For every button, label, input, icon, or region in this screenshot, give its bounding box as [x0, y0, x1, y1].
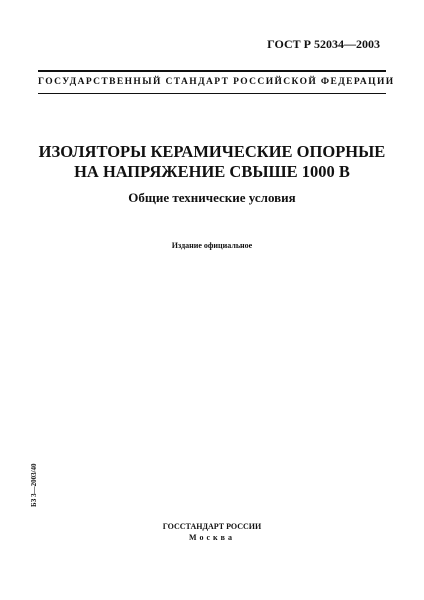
publisher-city: Москва — [189, 533, 235, 542]
document-subtitle: Общие технические условия — [128, 190, 296, 205]
document-title-line-2: НА НАПРЯЖЕНИЕ СВЫШЕ 1000 В — [74, 162, 350, 181]
edition-label: Издание официальное — [171, 241, 253, 250]
bottom-rule — [38, 93, 386, 94]
document-number: ГОСТ Р 52034—2003 — [267, 37, 380, 51]
publisher-name: ГОССТАНДАРТ РОССИИ — [162, 522, 262, 531]
standard-type-heading: ГОСУДАРСТВЕННЫЙ СТАНДАРТ РОССИЙСКОЙ ФЕДЕРАЦИИ — [38, 77, 395, 87]
top-rule — [38, 70, 386, 72]
document-title-line-1: ИЗОЛЯТОРЫ КЕРАМИЧЕСКИЕ ОПОРНЫЕ — [38, 142, 386, 161]
document-title — [20, 142, 404, 182]
side-catalog-code: БЗ 3—2003/40 — [30, 463, 38, 507]
